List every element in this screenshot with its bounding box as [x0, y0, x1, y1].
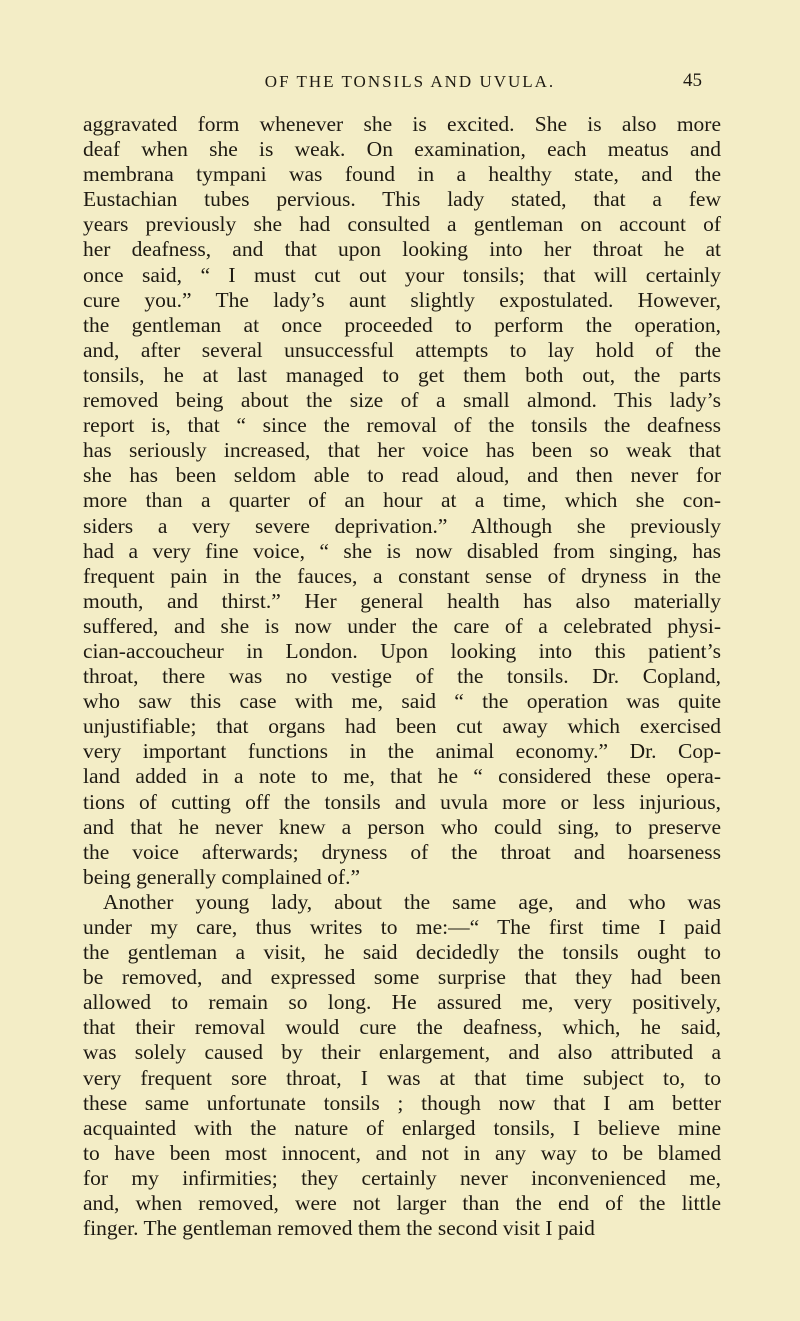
text-line: the gentleman at once proceeded to perform the operation,	[83, 312, 721, 337]
text-line: very important functions in the animal economy.” Dr. Cop-	[83, 739, 721, 764]
text-line: the gentleman a visit, he said decidedly the tonsils ought to	[83, 940, 721, 965]
paragraph	[83, 112, 721, 890]
text-line: being generally complained of.”	[83, 864, 361, 889]
text-line: acquainted with the nature of enlarged tonsils, I believe mine	[83, 1115, 721, 1140]
running-head: OF THE TONSILS AND UVULA.	[264, 72, 556, 91]
text-line: removed being about the size of a small almond. This lady’s	[83, 388, 721, 413]
text-line: and that he never knew a person who could sing, to preserve	[83, 814, 721, 839]
text-line: the voice afterwards; dryness of the throat and hoarseness	[83, 839, 721, 864]
text-line: mouth, and thirst.” Her general health has also materially	[83, 588, 721, 613]
text-line: finger. The gentleman removed them the second visit I paid	[83, 1216, 595, 1241]
text-line: for my infirmities; they certainly never inconvenienced me,	[83, 1165, 721, 1190]
text-line: land added in a note to me, that he “ considered these opera-	[83, 764, 721, 789]
text-line: aggravated form whenever she is excited. She is also more	[83, 112, 721, 136]
text-line: frequent pain in the fauces, a constant sense of dryness in the	[83, 563, 721, 588]
text-line: unjustifiable; that organs had been cut away which exercised	[83, 714, 721, 739]
text-line: Another young lady, about the same age, and who was	[103, 889, 721, 914]
text-line: suffered, and she is now under the care of a celebrated physi-	[83, 613, 721, 638]
text-line: these same unfortunate tonsils ; though now that I am better	[83, 1090, 721, 1115]
text-line: her deafness, and that upon looking into her throat he at	[83, 237, 721, 262]
text-line: report is, that “ since the removal of the tonsils the deafness	[83, 413, 721, 438]
text-line: membrana tympani was found in a healthy state, and the	[83, 162, 721, 187]
text-line: who saw this case with me, said “ the operation was quite	[83, 689, 721, 714]
text-line: and, when removed, were not larger than the end of the little	[83, 1191, 721, 1216]
text-line: very frequent sore throat, I was at that time subject to, to	[83, 1065, 721, 1090]
text-line: cian-accoucheur in London. Upon looking into this patient’s	[83, 638, 721, 663]
text-line: had a very fine voice, “ she is now disabled from singing, has	[83, 538, 721, 563]
text-line: once said, “ I must cut out your tonsils; that will certainly	[83, 262, 721, 287]
text-line: Eustachian tubes pervious. This lady stated, that a few	[83, 187, 721, 212]
body-text	[83, 112, 721, 1241]
text-line: allowed to remain so long. He assured me, very positively,	[83, 990, 721, 1015]
text-line: tions of cutting off the tonsils and uvula more or less injurious,	[83, 789, 721, 814]
text-line: throat, there was no vestige of the tonsils. Dr. Copland,	[83, 664, 721, 689]
text-line: that their removal would cure the deafness, which, he said,	[83, 1015, 721, 1040]
text-line: under my care, thus writes to me:—“ The first time I paid	[83, 915, 721, 939]
text-line: tonsils, he at last managed to get them both out, the parts	[83, 362, 721, 387]
text-line: was solely caused by their enlargement, and also attributed a	[83, 1040, 721, 1065]
text-line: be removed, and expressed some surprise that they had been	[83, 965, 721, 990]
text-line: siders a very severe deprivation.” Although she previously	[83, 513, 721, 538]
text-line: years previously she had consulted a gentleman on account of	[83, 212, 721, 237]
text-line: and, after several unsuccessful attempts to lay hold of the	[83, 337, 721, 362]
paragraph	[83, 890, 721, 1241]
text-line: more than a quarter of an hour at a time, which she con-	[83, 488, 721, 513]
text-line: cure you.” The lady’s aunt slightly expostulated. However,	[83, 287, 721, 312]
page-number: 45	[683, 70, 702, 91]
text-line: deaf when she is weak. On examination, each meatus and	[83, 137, 721, 162]
text-line: she has been seldom able to read aloud, and then never for	[83, 463, 721, 488]
text-line: to have been most innocent, and not in any way to be blamed	[83, 1140, 721, 1165]
text-line: has seriously increased, that her voice has been so weak that	[83, 438, 721, 463]
